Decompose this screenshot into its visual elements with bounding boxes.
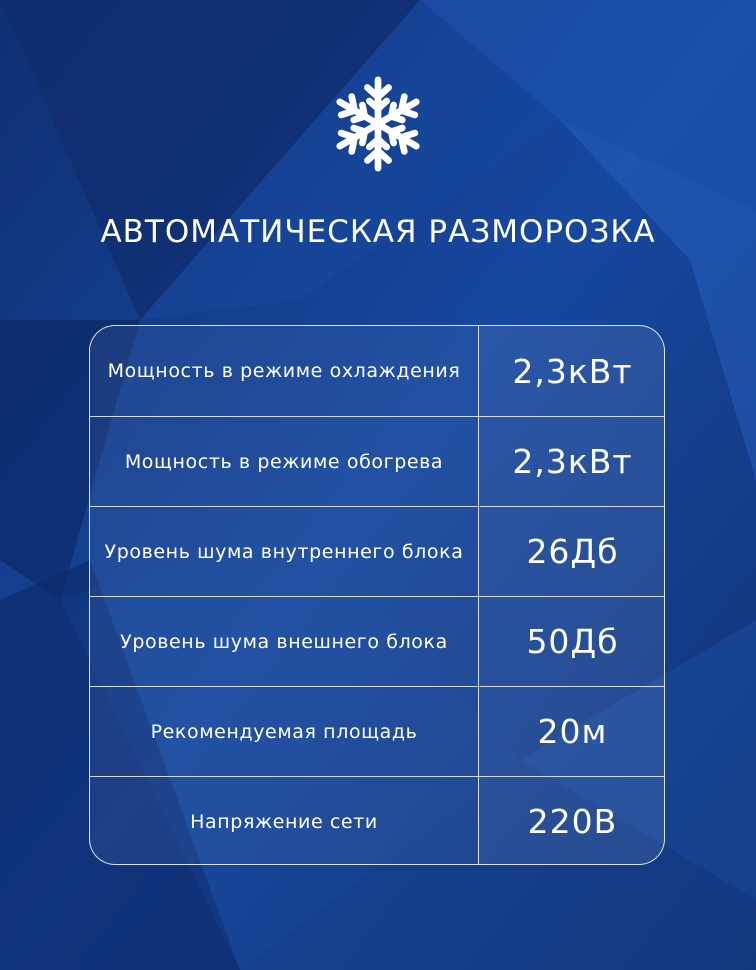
- spec-value: 2,3кВт: [478, 417, 665, 506]
- table-row: [90, 506, 664, 596]
- specs-table: [89, 325, 665, 865]
- spec-label: Напряжение сети: [190, 810, 378, 833]
- spec-label: Рекомендуемая площадь: [150, 720, 418, 743]
- table-row: [90, 596, 664, 686]
- table-row: [90, 686, 664, 776]
- table-row: [90, 326, 664, 416]
- spec-label: Мощность в режиме охлаждения: [107, 360, 461, 382]
- spec-label: Уровень шума внешнего блока: [120, 630, 448, 653]
- table-row: [90, 416, 664, 506]
- table-row: [90, 776, 664, 865]
- spec-value: 2,3кВт: [478, 326, 665, 416]
- page-title: АВТОМАТИЧЕСКАЯ РАЗМОРОЗКА: [100, 214, 656, 250]
- spec-value: 50Дб: [478, 597, 665, 686]
- spec-label: Уровень шума внутреннего блока: [104, 540, 464, 563]
- snowflake-icon: [330, 72, 426, 176]
- spec-value: 26Дб: [478, 507, 665, 596]
- spec-label: Мощность в режиме обогрева: [124, 450, 444, 473]
- spec-value: 220В: [478, 777, 665, 865]
- spec-value: 20м: [478, 687, 665, 776]
